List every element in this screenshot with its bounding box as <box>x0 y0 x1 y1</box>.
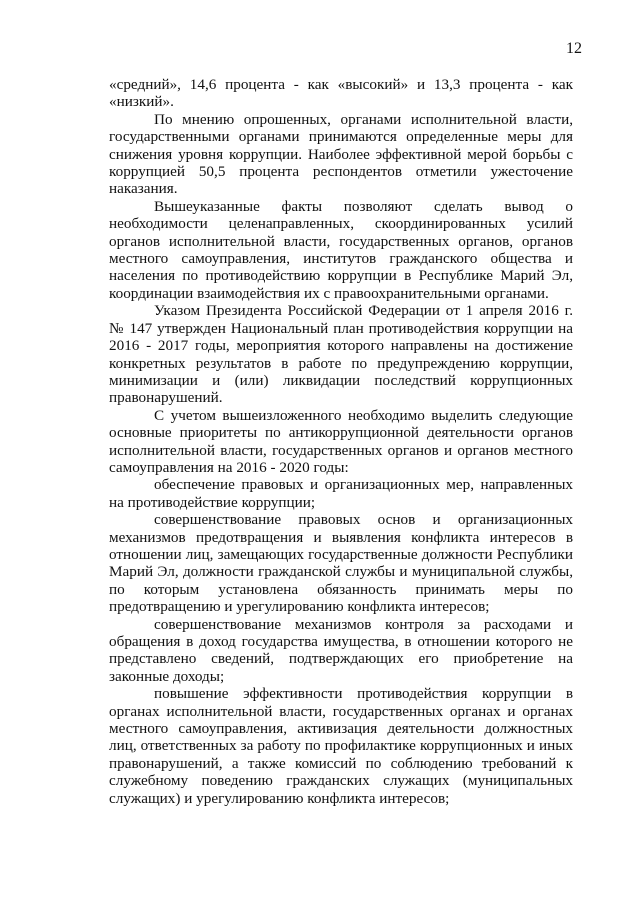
paragraph-presidential-decree: Указом Президента Российской Федерации от 1 апреля 2016 г. № 147 утвержден Национальный план противодействия коррупции на 2016 - 2017 годы, мероприятия которого направлены на достижение конкретных результатов в работе по предупреждению коррупции, минимизации и (или) ликвидации последствий коррупционных правонарушений. <box>109 302 573 407</box>
paragraph-survey-results-continued: «средний», 14,6 процента - как «высокий» и 13,3 процента - как «низкий». <box>109 76 573 111</box>
paragraph-conclusion: Вышеуказанные факты позволяют сделать вывод о необходимости целенаправленных, скоординированных усилий органов исполнительной власти, государственных органов, органов местного самоуправления, институтов гражданского общества и населения по противодействию коррупции в Республике Марий Эл, координации взаимодействия их с правоохранительными органами. <box>109 197 573 302</box>
priority-item-effectiveness: повышение эффективности противодействия коррупции в органах исполнительной власти, государственных органах и органах местного самоуправления, активизация деятельности должностных лиц, ответственных за работу по профилактике коррупционных и иных правонарушений, а также комиссий по соблюдению требований к служебному поведению гражданских служащих (муниципальных служащих) и урегулированию конфликта интересов; <box>109 685 573 807</box>
priority-item-expense-control: совершенствование механизмов контроля за расходами и обращения в доход государства имущества, в отношении которого не представлено сведений, подтверждающих его приобретение на законные доходы; <box>109 615 573 685</box>
priority-item-legal-measures: обеспечение правовых и организационных мер, направленных на противодействие коррупции; <box>109 476 573 511</box>
document-body <box>109 76 573 807</box>
priority-item-conflict-of-interest: совершенствование правовых основ и организационных механизмов предотвращения и выявления конфликта интересов в отношении лиц, замещающих государственные должности Республики Марий Эл, должности гражданской службы и муниципальной службы, по которым установлена обязанность принимать меры по предотвращению и урегулированию конфликта интересов; <box>109 511 573 616</box>
paragraph-priorities-intro: С учетом вышеизложенного необходимо выделить следующие основные приоритеты по антикоррупционной деятельности органов исполнительной власти, государственных органов и органов местного самоуправления на 2016 - 2020 годы: <box>109 406 573 476</box>
paragraph-anticorruption-measures-opinion: По мнению опрошенных, органами исполнительной власти, государственными органами принимаются определенные меры для снижения уровня коррупции. Наиболее эффективной мерой борьбы с коррупцией 50,5 процента респондентов отметили ужесточение наказания. <box>109 110 573 198</box>
page-number: 12 <box>566 40 582 57</box>
